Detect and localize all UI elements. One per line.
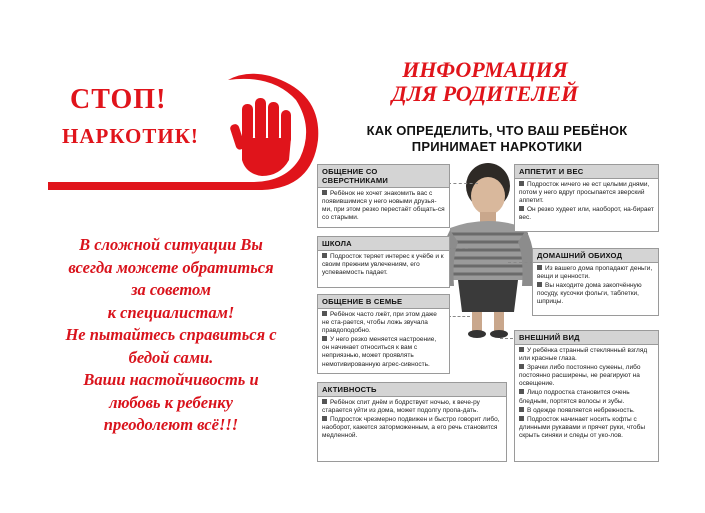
info-for-parents-title	[360, 58, 610, 106]
advice-line: за советом	[131, 280, 211, 299]
info-title-line1: ИНФОРМАЦИЯ	[402, 57, 568, 82]
stop-hand-icon	[229, 98, 291, 176]
card-appetite	[514, 164, 659, 232]
card-item: Лицо подростка становится очень бледным, портятся волосы и зубы.	[519, 389, 630, 405]
card-item: У него резко меняется настроение, он начинает относиться к вам с неприязнью, может проявлять немотивированную агрес-сивность.	[322, 336, 437, 368]
card-title: ВНЕШНИЙ ВИД	[515, 331, 658, 345]
card-peers	[317, 164, 450, 228]
advice-line: Не пытайтесь справиться с	[65, 325, 277, 344]
card-item: Зрачки либо постоянно сужены, либо постоянно расширены, не реагируют на освещение.	[519, 364, 641, 388]
card-item: В одежде появляется небрежность.	[519, 407, 654, 415]
card-item: Ребёнок не хочет знакомить вас с появившимися у него новыми друзья-ми, при этом резко перестаёт общать-ся со старыми.	[322, 190, 445, 222]
advice-line: всегда можете обратиться	[68, 257, 274, 277]
advice-line: бедой сами.	[128, 347, 214, 367]
card-item: Подросток теряет интерес к учёбе и к своим прежним увлечениям, его успеваемость падает.	[322, 253, 444, 277]
card-title: ШКОЛА	[318, 237, 449, 251]
card-item: У ребёнка странный стеклянный взгляд или красные глаза.	[519, 347, 648, 363]
advice-line: Ваши настойчивость и	[83, 370, 259, 389]
card-item: Ребёнок спит днём и бодрствует ночью, к вече-ру старается уйти из дома, может подолгу пропа-дать.	[322, 399, 480, 415]
card-family	[317, 294, 450, 374]
advice-text	[42, 234, 300, 437]
leader-line	[448, 248, 468, 249]
narkotik-heading: НАРКОТИК!	[62, 124, 199, 148]
stop-heading: СТОП!	[70, 84, 167, 115]
card-title: ДОМАШНИЙ ОБИХОД	[533, 249, 658, 263]
card-item: Подросток ничего не ест целыми днями, потом у него вдруг просыпается зверский аппетит.	[519, 181, 650, 205]
card-school	[317, 236, 450, 288]
advice-line: любовь к ребенку	[109, 392, 233, 412]
info-title-line2: ДЛЯ РОДИТЕЛЕЙ	[391, 81, 579, 106]
infographic-title-line2: ПРИНИМАЕТ НАРКОТИКИ	[411, 139, 583, 154]
leader-line	[448, 183, 478, 184]
card-title: ОБЩЕНИЕ В СЕМЬЕ	[318, 295, 449, 309]
card-item: Ребёнок часто лжёт, при этом даже не ста-рается, чтобы ложь звучала правдоподобно.	[322, 311, 437, 335]
card-home	[532, 248, 659, 316]
advice-line: преодолеют всё!!!	[103, 415, 239, 434]
card-title: АКТИВНОСТЬ	[318, 383, 506, 397]
leader-line	[448, 316, 470, 317]
card-title: ОБЩЕНИЕ СО СВЕРСТНИКАМИ	[318, 165, 449, 188]
leader-line	[508, 262, 533, 263]
card-appearance	[514, 330, 659, 462]
card-item: Из вашего дома пропадают деньги, вещи и ценности.	[537, 265, 653, 281]
card-item: Он резко худеет или, наоборот, на-бирает вес.	[519, 206, 654, 222]
card-activity	[317, 382, 507, 462]
infographic-title	[352, 123, 642, 155]
card-item: Подросток начинает носить кофты с длинными рукавами и прячет руки, чтобы скрыть синяки и следы от уко-лов.	[519, 415, 646, 439]
advice-line: к специалистам!	[107, 302, 235, 322]
card-title: АППЕТИТ И ВЕС	[515, 165, 658, 179]
infographic-title-line1: КАК ОПРЕДЕЛИТЬ, ЧТО ВАШ РЕБЁНОК	[366, 123, 628, 138]
card-item: Подросток чрезмерно подвижен и быстро говорит либо, наоборот, кажется заторможенным, а его речь становится медленной.	[322, 416, 500, 440]
advice-line: В сложной ситуации Вы	[79, 235, 263, 254]
card-item: Вы находите дома закопчённую посуду, кусочки фольги, таблетки, шприцы.	[537, 282, 642, 306]
